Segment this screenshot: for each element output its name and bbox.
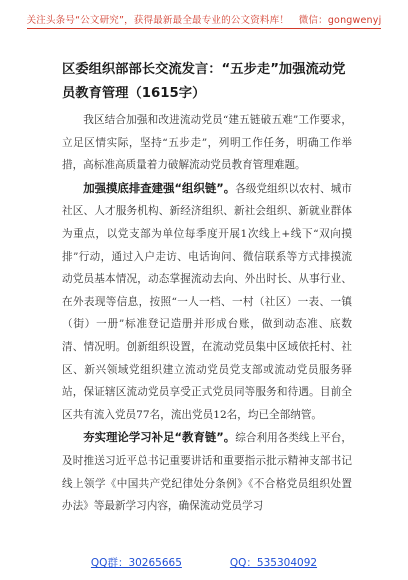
paragraph-text: 综合利用各类线上平台，及时推送习近平总书记重要讲话和重要指示批示精神支部书记线上领学《中国共产党纪律处分条例》《不合格党员组织处置办法》等最新学习内容，确保流动党员学习 [62,432,353,513]
document-body [62,58,352,518]
document-title: 区委组织部部长交流发言：“五步走”加强流动党员教育管理（1615字） [62,62,346,101]
paragraph-education-chain [62,426,352,517]
paragraph-text: 我区结合加强和改进流动党员“建五链破五难”工作要求，立足区情实际，坚持“五步走”，列明工作任务，明确工作举措，高标准高质量着力破解流动党员教育管理难题。 [62,114,352,172]
footer-contacts [0,555,408,575]
paragraph-text: 各级党组织以农村、城市社区、人才服务机构、新经济组织、新社会组织、新就业群体为重点，以党支部为单位每季度开展1次线上+线下“双向摸排”行动，通过入户走访、电话询问、微信联系等方式排摸流动党员基本情况，动态掌握流动去向、外出时长、从事行业、在外表现等信息，按照“一人一档、一村（社区）一表、一镇（街）一册”标准登记造册并形成台账，做到动态准、底数清、情况明。创新组织设置，在流动党员集中区域依托村、社区、新兴领域党组织建立流动党员党支部或流动党员服务驿站，保证辖区流动党员享受正式党员同等服务和待遇。目前全区共有流入党员77名，流出党员12名，均已全部纳管。 [62,182,353,421]
promo-banner-text: 关注头条号“公文研究”，获得最新最全最专业的公文资料库！ 微信：gongwenyj [27,12,382,29]
footer-qq-number[interactable]: QQ：535304092 [229,557,318,569]
paragraph-lead: 加强摸底排查建强“组织链”。 [83,180,236,195]
footer-qq-group[interactable]: QQ群：30265665 [90,557,182,569]
paragraph-intro [62,108,352,177]
paragraph-organization-chain [62,177,352,427]
promo-banner [0,0,408,40]
paragraph-lead: 夯实理论学习补足“教育链”。 [83,430,236,445]
